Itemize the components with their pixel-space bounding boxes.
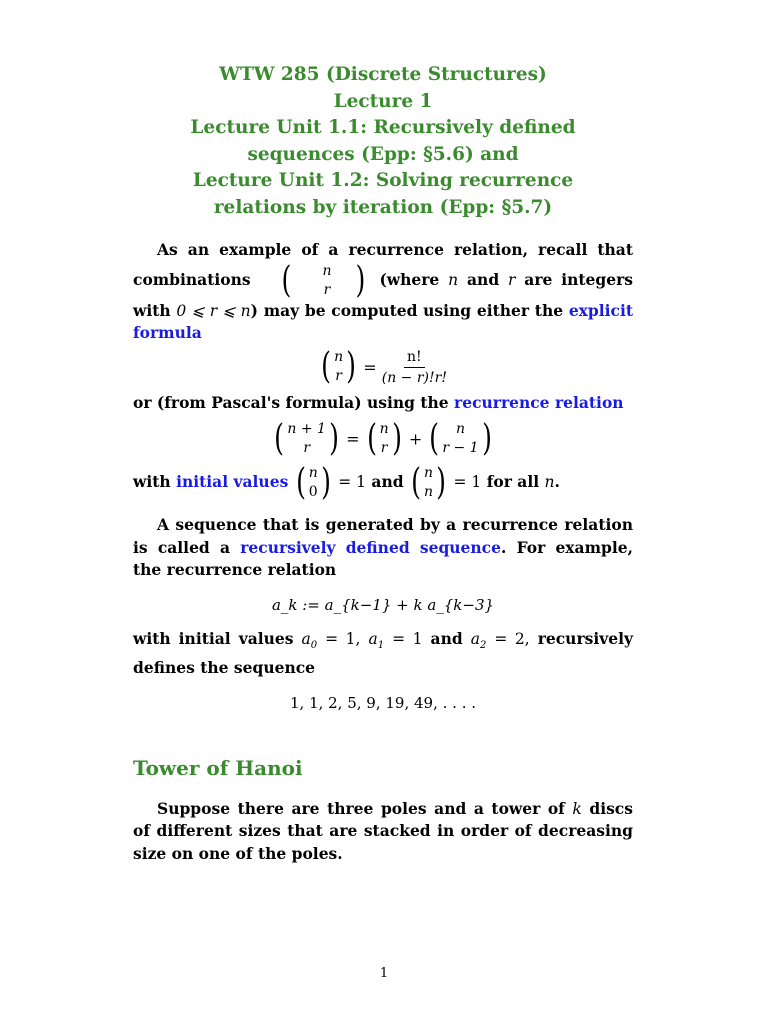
page-content bbox=[133, 62, 633, 865]
paragraph-sequence-intro: with initial values $a_0 = 1$, $a_1 = 1$ and $a_2 = 2$, recursively defines the sequence bbox=[133, 628, 633, 678]
paragraph-tower-of-hanoi: Suppose there are three poles and a tower of k discs of different sizes that are stacked in order of decreasing size on one of the poles. bbox=[133, 798, 633, 863]
recurrence-relation-link[interactable]: recurrence relation bbox=[454, 392, 624, 412]
formula-pascal: ( n + 1 r ) = ( n r ) + ( n r − 1 ) bbox=[274, 418, 492, 459]
title-line: Lecture Unit 1.2: Solving recurrence bbox=[192, 170, 574, 191]
initial-values-link[interactable]: initial values bbox=[176, 472, 289, 491]
title-line: sequences (Epp: §5.6) and bbox=[247, 143, 519, 165]
lecture-title bbox=[133, 62, 633, 221]
section-heading: Tower of Hanoi bbox=[133, 755, 303, 780]
formula-recurrence: a_k := a_{k−1} + k a_{k−3} bbox=[271, 595, 495, 614]
paragraph-pascal: or (from Pascal's formula) using the recurrence relation bbox=[133, 392, 624, 412]
binomial-n-r: ( n r ) bbox=[281, 259, 365, 301]
paragraph-combinations: As an example of a recurrence relation, recall that combinations ( n r ) (where n and r are integers with 0 ⩽ r ⩽ n) may be computed using either the explicit formula bbox=[133, 240, 634, 342]
title-line: WTW 285 (Discrete Structures) bbox=[219, 64, 547, 85]
paragraph-initial-values: with initial values ( n 0 ) = 1 and ( n n ) = 1 for all n. bbox=[133, 462, 560, 503]
paragraph-recursive-sequence: A sequence that is generated by a recurrence relation is called a recursively defined sequence. For example, the recurrence relation bbox=[133, 515, 633, 579]
sequence-values: 1, 1, 2, 5, 9, 19, 49, . . . . bbox=[289, 693, 477, 712]
title-line: Lecture 1 bbox=[333, 90, 433, 112]
title-line: relations by iteration (Epp: §5.7) bbox=[213, 196, 553, 218]
page-number: 1 bbox=[379, 966, 389, 981]
title-line: Lecture Unit 1.1: Recursively defined bbox=[190, 117, 576, 138]
formula-explicit: ( n r ) = $\frac{n!}{(n - r)!r!}$ bbox=[321, 346, 447, 387]
recursively-defined-sequence-link[interactable]: recursively defined sequence bbox=[240, 537, 501, 557]
explicit-formula-link[interactable]: explicit formula bbox=[133, 300, 634, 342]
